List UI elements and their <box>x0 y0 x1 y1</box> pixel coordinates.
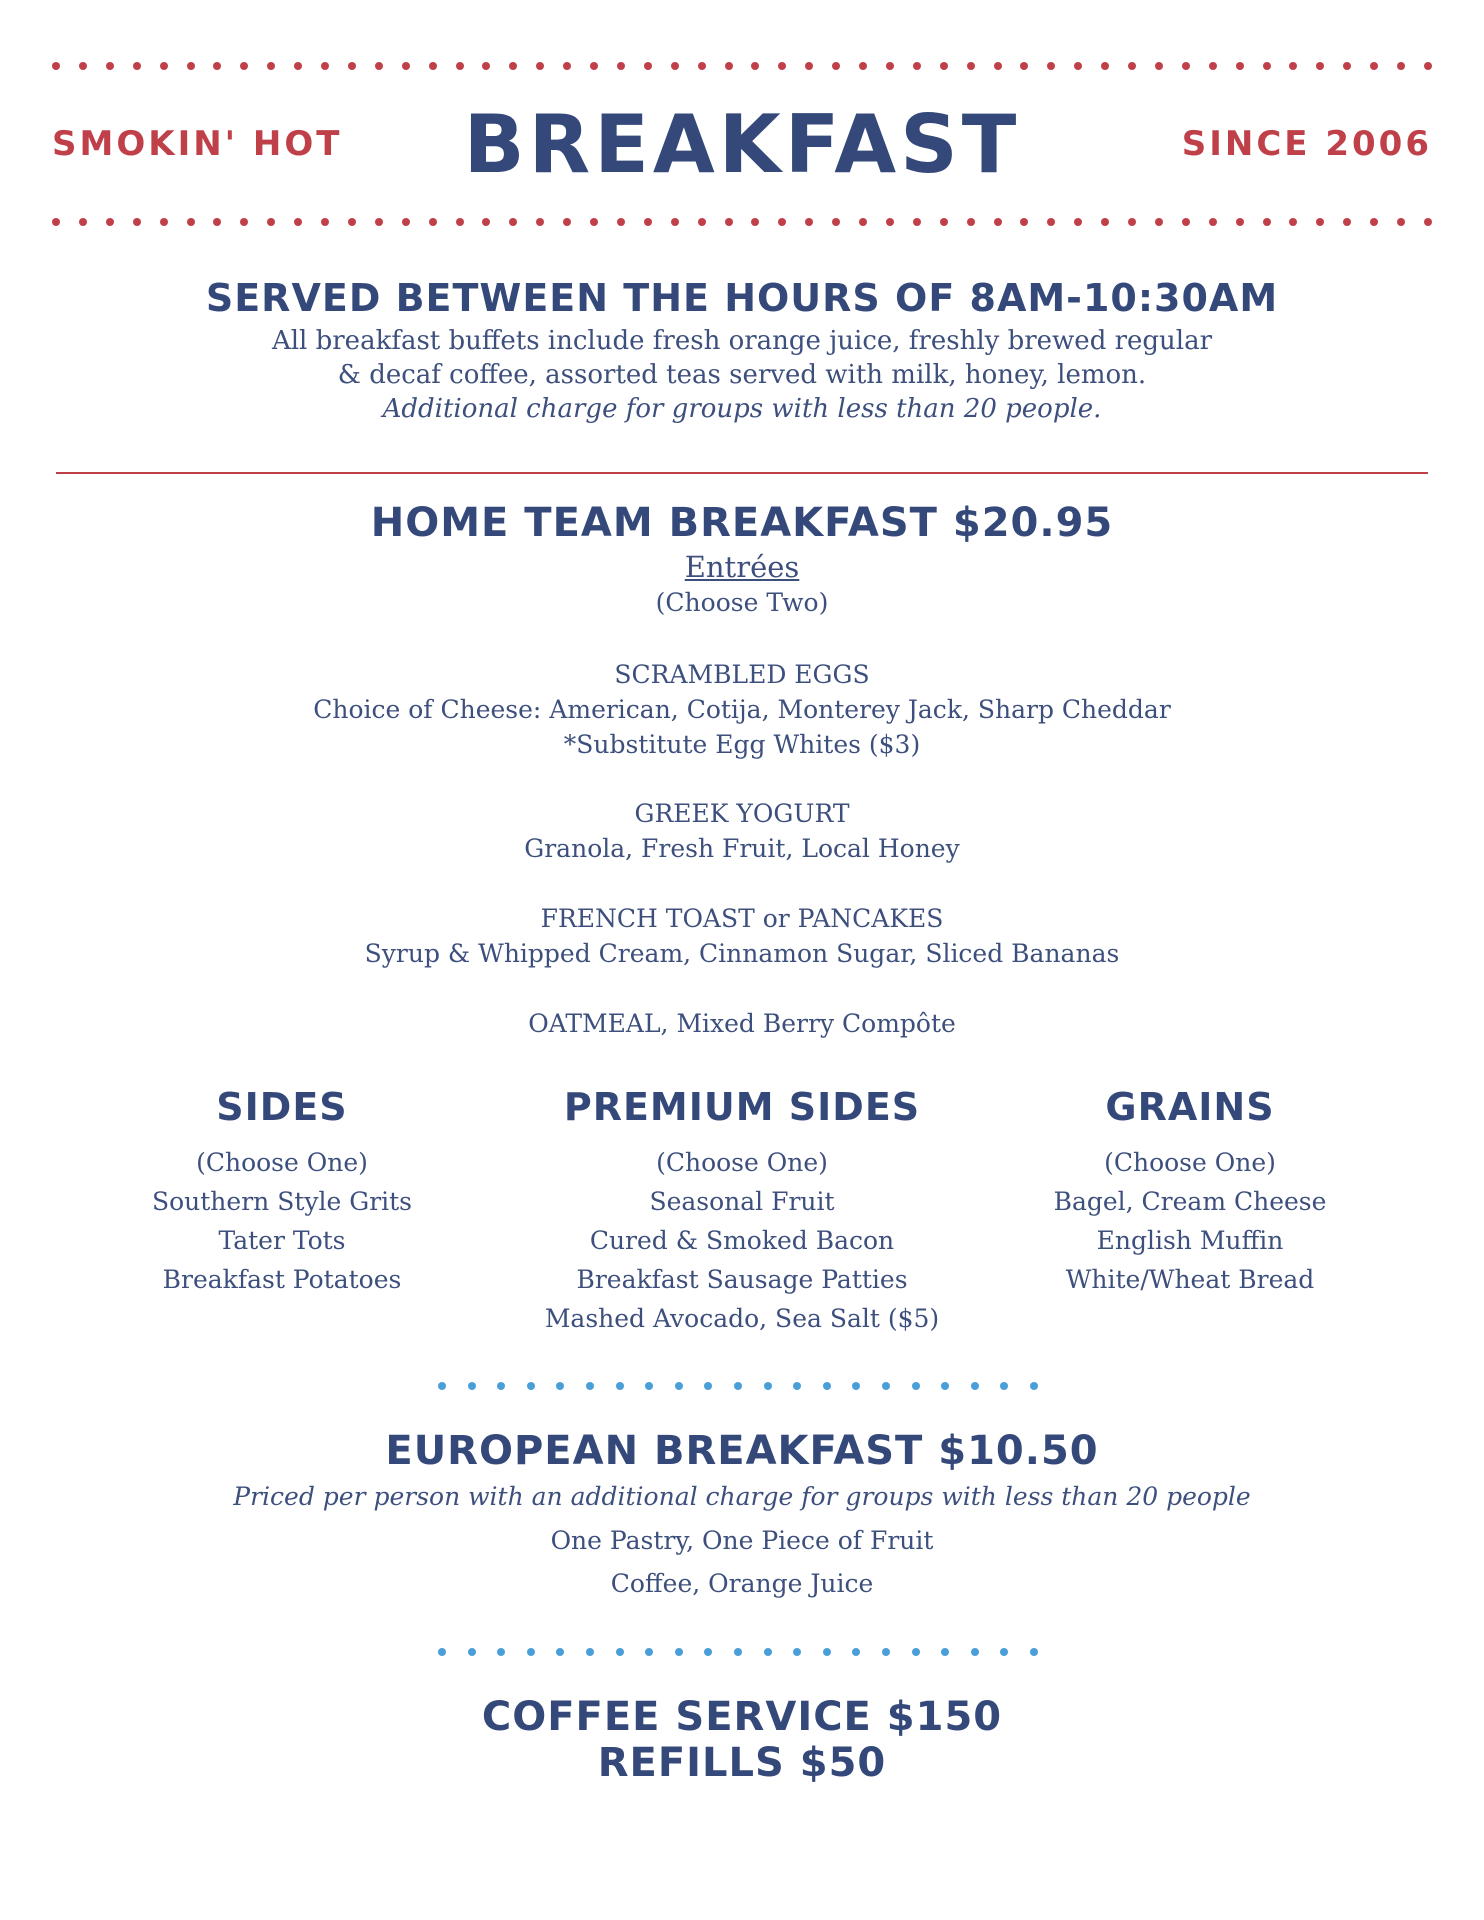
entree-item-oatmeal <box>0 1006 1484 1041</box>
divider-dot <box>1397 62 1405 70</box>
entrees-choose: (Choose Two) <box>655 588 829 617</box>
blue-dotted-divider <box>438 1382 1038 1392</box>
divider-dot <box>1047 218 1055 226</box>
entree-desc: Syrup & Whipped Cream, Cinnamon Sugar, Sliced Bananas <box>364 939 1120 968</box>
divider-dot <box>267 218 275 226</box>
divider-dot <box>751 62 759 70</box>
divider-dot <box>725 218 733 226</box>
divider-dot <box>852 1382 860 1390</box>
divider-dot <box>482 218 490 226</box>
entree-item-french-toast <box>0 901 1484 971</box>
divider-dot <box>527 1382 535 1390</box>
divider-dot <box>751 218 759 226</box>
divider-dot <box>497 1382 505 1390</box>
divider-dot <box>509 218 517 226</box>
divider-dot <box>645 1648 653 1656</box>
divider-dot <box>52 218 60 226</box>
divider-dot <box>1155 62 1163 70</box>
column-item: (Choose One) <box>196 1148 368 1177</box>
divider-dot <box>805 62 813 70</box>
divider-dot <box>913 62 921 70</box>
column-item: (Choose One) <box>1104 1148 1276 1177</box>
divider-dot <box>1128 218 1136 226</box>
divider-dot <box>617 62 625 70</box>
entree-name: FRENCH TOAST or PANCAKES <box>540 904 944 933</box>
european-note: Priced per person with an additional charge for groups with less than 20 people <box>233 1482 1251 1511</box>
divider-dot <box>941 1382 949 1390</box>
grains-column <box>1000 1085 1380 1299</box>
divider-dot <box>832 218 840 226</box>
divider-dot <box>994 62 1002 70</box>
divider-dot <box>213 218 221 226</box>
divider-dot <box>1155 218 1163 226</box>
entree-name: GREEK YOGURT <box>634 799 850 828</box>
divider-dot <box>1074 62 1082 70</box>
divider-dot <box>616 1382 624 1390</box>
divider-dot <box>429 62 437 70</box>
divider-dot <box>1316 62 1324 70</box>
divider-dot <box>967 62 975 70</box>
divider-dot <box>734 1648 742 1656</box>
premium-sides-column <box>510 1085 974 1338</box>
divider-dot <box>1020 218 1028 226</box>
divider-dot <box>527 1648 535 1656</box>
divider-dot <box>1236 62 1244 70</box>
divider-dot <box>468 1648 476 1656</box>
divider-dot <box>852 1648 860 1656</box>
divider-dot <box>160 62 168 70</box>
coffee-service-price: COFFEE SERVICE $150 <box>481 1694 1003 1740</box>
divider-dot <box>438 1648 446 1656</box>
divider-dot <box>402 62 410 70</box>
divider-dot <box>1424 62 1432 70</box>
divider-dot <box>375 218 383 226</box>
entrees-label: Entrées <box>684 550 800 584</box>
european-line-1: One Pastry, One Piece of Fruit <box>550 1526 934 1555</box>
divider-dot <box>1424 218 1432 226</box>
divider-dot <box>1000 1648 1008 1656</box>
divider-dot <box>1209 62 1217 70</box>
divider-dot <box>940 218 948 226</box>
divider-dot <box>586 1382 594 1390</box>
divider-dot <box>348 62 356 70</box>
divider-dot <box>1000 1382 1008 1390</box>
divider-dot <box>764 1382 772 1390</box>
divider-dot <box>994 218 1002 226</box>
divider-dot <box>79 218 87 226</box>
divider-dot <box>644 218 652 226</box>
divider-dot <box>509 62 517 70</box>
column-item: Bagel, Cream Cheese <box>1053 1187 1327 1216</box>
divider-dot <box>133 218 141 226</box>
divider-dot <box>913 218 921 226</box>
section-divider-line <box>56 472 1428 474</box>
column-item: Mashed Avocado, Sea Salt ($5) <box>544 1304 940 1333</box>
column-item: Southern Style Grits <box>151 1187 413 1216</box>
entree-desc: Choice of Cheese: American, Cotija, Monterey Jack, Sharp Cheddar <box>313 695 1171 724</box>
coffee-refills-price: REFILLS $50 <box>597 1740 887 1786</box>
divider-dot <box>438 1382 446 1390</box>
european-heading: EUROPEAN BREAKFAST $10.50 <box>385 1428 1099 1474</box>
column-item: Seasonal Fruit <box>649 1187 835 1216</box>
divider-dot <box>375 62 383 70</box>
divider-dot <box>912 1648 920 1656</box>
divider-dot <box>1101 218 1109 226</box>
hours-heading: SERVED BETWEEN THE HOURS OF 8AM-10:30AM <box>205 276 1279 320</box>
divider-dot <box>563 62 571 70</box>
divider-dot <box>468 1382 476 1390</box>
divider-dot <box>1182 62 1190 70</box>
divider-dot <box>1209 218 1217 226</box>
sides-column <box>70 1085 494 1299</box>
column-item: Tater Tots <box>218 1226 346 1255</box>
column-item: (Choose One) <box>656 1148 828 1177</box>
divider-dot <box>187 62 195 70</box>
column-title: PREMIUM SIDES <box>563 1085 921 1129</box>
divider-dot <box>79 62 87 70</box>
column-item: White/Wheat Bread <box>1065 1265 1315 1294</box>
intro-note: Additional charge for groups with less than 20 people. <box>382 394 1102 424</box>
divider-dot <box>456 62 464 70</box>
divider-dot <box>704 1648 712 1656</box>
divider-dot <box>882 1382 890 1390</box>
entree-desc: Granola, Fresh Fruit, Local Honey <box>524 834 960 863</box>
divider-dot <box>645 1382 653 1390</box>
divider-dot <box>698 218 706 226</box>
divider-dot <box>1128 62 1136 70</box>
divider-dot <box>764 1648 772 1656</box>
column-title: SIDES <box>216 1085 348 1129</box>
divider-dot <box>793 1382 801 1390</box>
divider-dot <box>832 62 840 70</box>
divider-dot <box>294 62 302 70</box>
divider-dot <box>971 1382 979 1390</box>
coffee-service <box>0 1694 1484 1786</box>
column-item: English Muffin <box>1096 1226 1284 1255</box>
divider-dot <box>912 1382 920 1390</box>
divider-dot <box>644 62 652 70</box>
divider-dot <box>1316 218 1324 226</box>
entree-name: OATMEAL, Mixed Berry Compôte <box>528 1009 956 1038</box>
divider-dot <box>106 218 114 226</box>
divider-dot <box>967 218 975 226</box>
column-title: GRAINS <box>1105 1085 1275 1129</box>
divider-dot <box>267 62 275 70</box>
divider-dot <box>556 1648 564 1656</box>
home-team-heading: HOME TEAM BREAKFAST $20.95 <box>370 500 1114 546</box>
divider-dot <box>1343 218 1351 226</box>
divider-dot <box>805 218 813 226</box>
divider-dot <box>52 62 60 70</box>
entree-name: SCRAMBLED EGGS <box>614 660 870 689</box>
divider-dot <box>1182 218 1190 226</box>
divider-dot <box>187 218 195 226</box>
divider-dot <box>859 62 867 70</box>
divider-dot <box>536 218 544 226</box>
divider-dot <box>886 62 894 70</box>
divider-dot <box>1030 1382 1038 1390</box>
divider-dot <box>1020 62 1028 70</box>
divider-dot <box>734 1382 742 1390</box>
divider-dot <box>1074 218 1082 226</box>
divider-dot <box>971 1648 979 1656</box>
divider-dot <box>1030 1648 1038 1656</box>
header-left-tag: SMOKIN' HOT <box>52 124 343 164</box>
divider-dot <box>240 218 248 226</box>
divider-dot <box>859 218 867 226</box>
blue-dotted-divider <box>438 1648 1038 1658</box>
divider-dot <box>675 1648 683 1656</box>
column-item: Breakfast Potatoes <box>162 1265 402 1294</box>
divider-dot <box>671 218 679 226</box>
divider-dot <box>348 218 356 226</box>
divider-dot <box>1397 218 1405 226</box>
divider-dot <box>671 62 679 70</box>
divider-dot <box>823 1648 831 1656</box>
top-dotted-divider <box>52 62 1432 72</box>
divider-dot <box>940 62 948 70</box>
entree-desc: *Substitute Egg Whites ($3) <box>563 730 921 759</box>
divider-dot <box>402 218 410 226</box>
header-right-tag: SINCE 2006 <box>1181 124 1432 164</box>
divider-dot <box>1263 62 1271 70</box>
divider-dot <box>586 1648 594 1656</box>
intro-line-1: All breakfast buffets include fresh orange juice, freshly brewed regular <box>271 326 1213 356</box>
divider-dot <box>617 218 625 226</box>
divider-dot <box>563 218 571 226</box>
divider-dot <box>1047 62 1055 70</box>
divider-dot <box>1370 218 1378 226</box>
divider-dot <box>133 62 141 70</box>
divider-dot <box>294 218 302 226</box>
divider-dot <box>456 218 464 226</box>
divider-dot <box>1370 62 1378 70</box>
divider-dot <box>1343 62 1351 70</box>
european-line-2: Coffee, Orange Juice <box>610 1569 874 1598</box>
column-item: Breakfast Sausage Patties <box>576 1265 908 1294</box>
intro-line-2: & decaf coffee, assorted teas served with milk, honey, lemon. <box>337 360 1147 390</box>
divider-dot <box>823 1382 831 1390</box>
divider-dot <box>106 62 114 70</box>
divider-dot <box>941 1648 949 1656</box>
column-item: Cured & Smoked Bacon <box>589 1226 895 1255</box>
divider-dot <box>497 1648 505 1656</box>
divider-dot <box>793 1648 801 1656</box>
divider-dot <box>590 62 598 70</box>
divider-dot <box>590 218 598 226</box>
divider-dot <box>1289 218 1297 226</box>
divider-dot <box>213 62 221 70</box>
divider-dot <box>321 218 329 226</box>
divider-dot <box>778 62 786 70</box>
divider-dot <box>429 218 437 226</box>
divider-dot <box>240 62 248 70</box>
intro-text <box>0 324 1484 426</box>
divider-dot <box>160 218 168 226</box>
divider-dot <box>616 1648 624 1656</box>
page-title: BREAKFAST <box>463 98 1021 191</box>
divider-dot <box>321 62 329 70</box>
divider-dot <box>778 218 786 226</box>
entree-item-scrambled-eggs <box>0 657 1484 762</box>
divider-dot <box>698 62 706 70</box>
divider-dot <box>1236 218 1244 226</box>
divider-dot <box>482 62 490 70</box>
divider-dot <box>725 62 733 70</box>
divider-dot <box>704 1382 712 1390</box>
divider-dot <box>536 62 544 70</box>
divider-dot <box>556 1382 564 1390</box>
divider-dot <box>675 1382 683 1390</box>
entree-item-greek-yogurt <box>0 796 1484 866</box>
divider-dot <box>1101 62 1109 70</box>
divider-dot <box>1289 62 1297 70</box>
divider-dot <box>882 1648 890 1656</box>
header-bottom-dotted-divider <box>52 218 1432 228</box>
divider-dot <box>1263 218 1271 226</box>
divider-dot <box>886 218 894 226</box>
